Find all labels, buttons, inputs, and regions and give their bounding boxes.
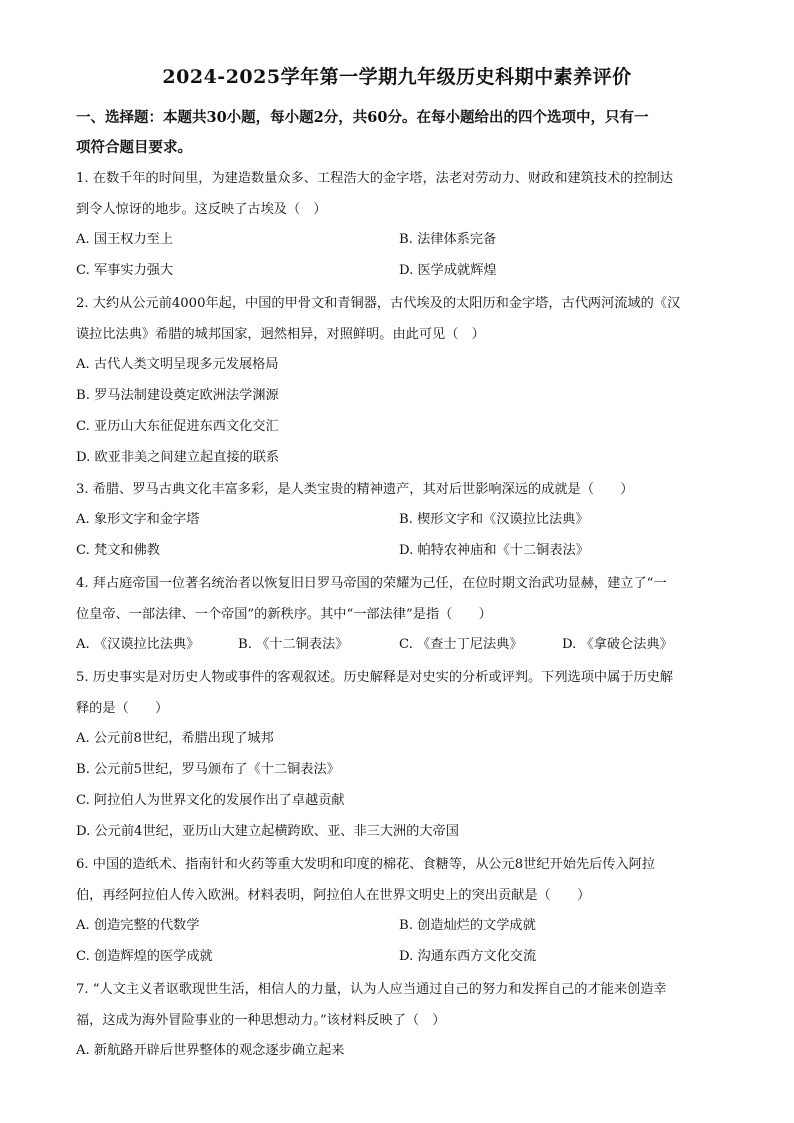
question-2 — [76, 288, 716, 350]
section-line: 一、选择题：本题共30小题，每小题2分，共60分。在每小题给出的四个选项中，只有一 — [76, 109, 649, 126]
option-q6-a[interactable]: A. 创造完整的代数学 — [76, 918, 200, 933]
question-1 — [76, 163, 716, 225]
option-q3-a[interactable]: A. 象形文字和金字塔 — [76, 512, 200, 527]
option-q6-b[interactable]: B. 创造灿烂的文学成就 — [399, 918, 536, 933]
question-7 — [76, 974, 716, 1036]
page-title: 2024-2025学年第一学期九年级历史科期中素养评价 — [162, 66, 632, 88]
question-line: 福，这成为海外冒险事业的一种思想动力。”该材料反映了（ ） — [76, 1013, 446, 1028]
question-5 — [76, 662, 716, 724]
question-line: 谟拉比法典》希腊的城邦国家，迥然相异，对照鲜明。由此可见（ ） — [76, 327, 485, 342]
option-q6-d[interactable]: D. 沟通东西方文化交流 — [399, 949, 537, 964]
option-q2-c[interactable]: C. 亚历山大东征促进东西文化交汇 — [76, 419, 279, 434]
option-q1-d[interactable]: D. 医学成就辉煌 — [399, 263, 497, 278]
option-q3-c[interactable]: C. 梵文和佛教 — [76, 543, 160, 558]
option-q5-b[interactable]: B. 公元前5世纪，罗马颁布了《十二铜表法》 — [76, 762, 340, 777]
question-line: 释的是（ ） — [76, 701, 169, 716]
option-q5-a[interactable]: A. 公元前8世纪，希腊出现了城邦 — [76, 731, 274, 746]
question-4 — [76, 568, 716, 630]
option-q4-c[interactable]: C. 《查士丁尼法典》 — [399, 637, 523, 652]
option-q4-d[interactable]: D. 《拿破仑法典》 — [562, 637, 673, 652]
question-line: 5. 历史事实是对历史人物或事件的客观叙述。历史解释是对史实的分析或评判。下列选项中属于历史解 — [76, 670, 674, 685]
option-q3-d[interactable]: D. 帕特农神庙和《十二铜表法》 — [399, 543, 589, 558]
question-3 — [76, 474, 716, 505]
option-q2-b[interactable]: B. 罗马法制建设奠定欧洲法学渊源 — [76, 388, 279, 403]
question-line: 位皇帝、一部法律、一个帝国”的新秩序。其中“一部法律”是指（ ） — [76, 607, 492, 622]
option-q1-a[interactable]: A. 国王权力至上 — [76, 232, 174, 247]
option-q3-b[interactable]: B. 楔形文字和《汉谟拉比法典》 — [399, 512, 589, 527]
option-q4-b[interactable]: B. 《十二铜表法》 — [238, 637, 349, 652]
question-line: 6. 中国的造纸术、指南针和火药等重大发明和印度的棉花、食糖等，从公元8世纪开始先后传入阿拉 — [76, 857, 656, 872]
section-instructions — [76, 103, 726, 163]
question-line: 2. 大约从公元前4000年起，中国的甲骨文和青铜器，古代埃及的太阳历和金字塔，古代两河流域的《汉 — [76, 296, 681, 311]
option-q2-d[interactable]: D. 欧亚非美之间建立起直接的联系 — [76, 450, 280, 465]
option-q6-c[interactable]: C. 创造辉煌的医学成就 — [76, 949, 213, 964]
option-q4-a[interactable]: A. 《汉谟拉比法典》 — [76, 637, 200, 652]
option-q7-a[interactable]: A. 新航路开辟后世界整体的观念逐步确立起来 — [76, 1043, 345, 1058]
option-q5-d[interactable]: D. 公元前4世纪，亚历山大建立起横跨欧、亚、非三大洲的大帝国 — [76, 824, 459, 839]
option-q2-a[interactable]: A. 古代人类文明呈现多元发展格局 — [76, 357, 279, 372]
option-q1-b[interactable]: B. 法律体系完备 — [399, 232, 497, 247]
question-line: 伯，再经阿拉伯人传入欧洲。材料表明，阿拉伯人在世界文明史上的突出贡献是（ ） — [76, 888, 591, 903]
option-q1-c[interactable]: C. 军事实力强大 — [76, 263, 174, 278]
option-q5-c[interactable]: C. 阿拉伯人为世界文化的发展作出了卓越贡献 — [76, 793, 345, 808]
question-line: 到令人惊讶的地步。这反映了古埃及（ ） — [76, 202, 327, 217]
question-line: 4. 拜占庭帝国一位著名统治者以恢复旧日罗马帝国的荣耀为己任，在位时期文治武功显赫，建立了“一 — [76, 576, 667, 591]
question-line: 3. 希腊、罗马古典文化丰富多彩，是人类宝贵的精神遗产，其对后世影响深远的成就是（ ） — [76, 482, 634, 497]
question-line: 1. 在数千年的时间里，为建造数量众多、工程浩大的金字塔，法老对劳动力、财政和建筑技术的控制达 — [76, 171, 674, 186]
question-line: 7. “人文主义者讴歌现世生活，相信人的力量，认为人应当通过自己的努力和发挥自己的才能来创造幸 — [76, 982, 667, 997]
section-line: 项符合题目要求。 — [76, 139, 192, 156]
question-6 — [76, 849, 716, 911]
